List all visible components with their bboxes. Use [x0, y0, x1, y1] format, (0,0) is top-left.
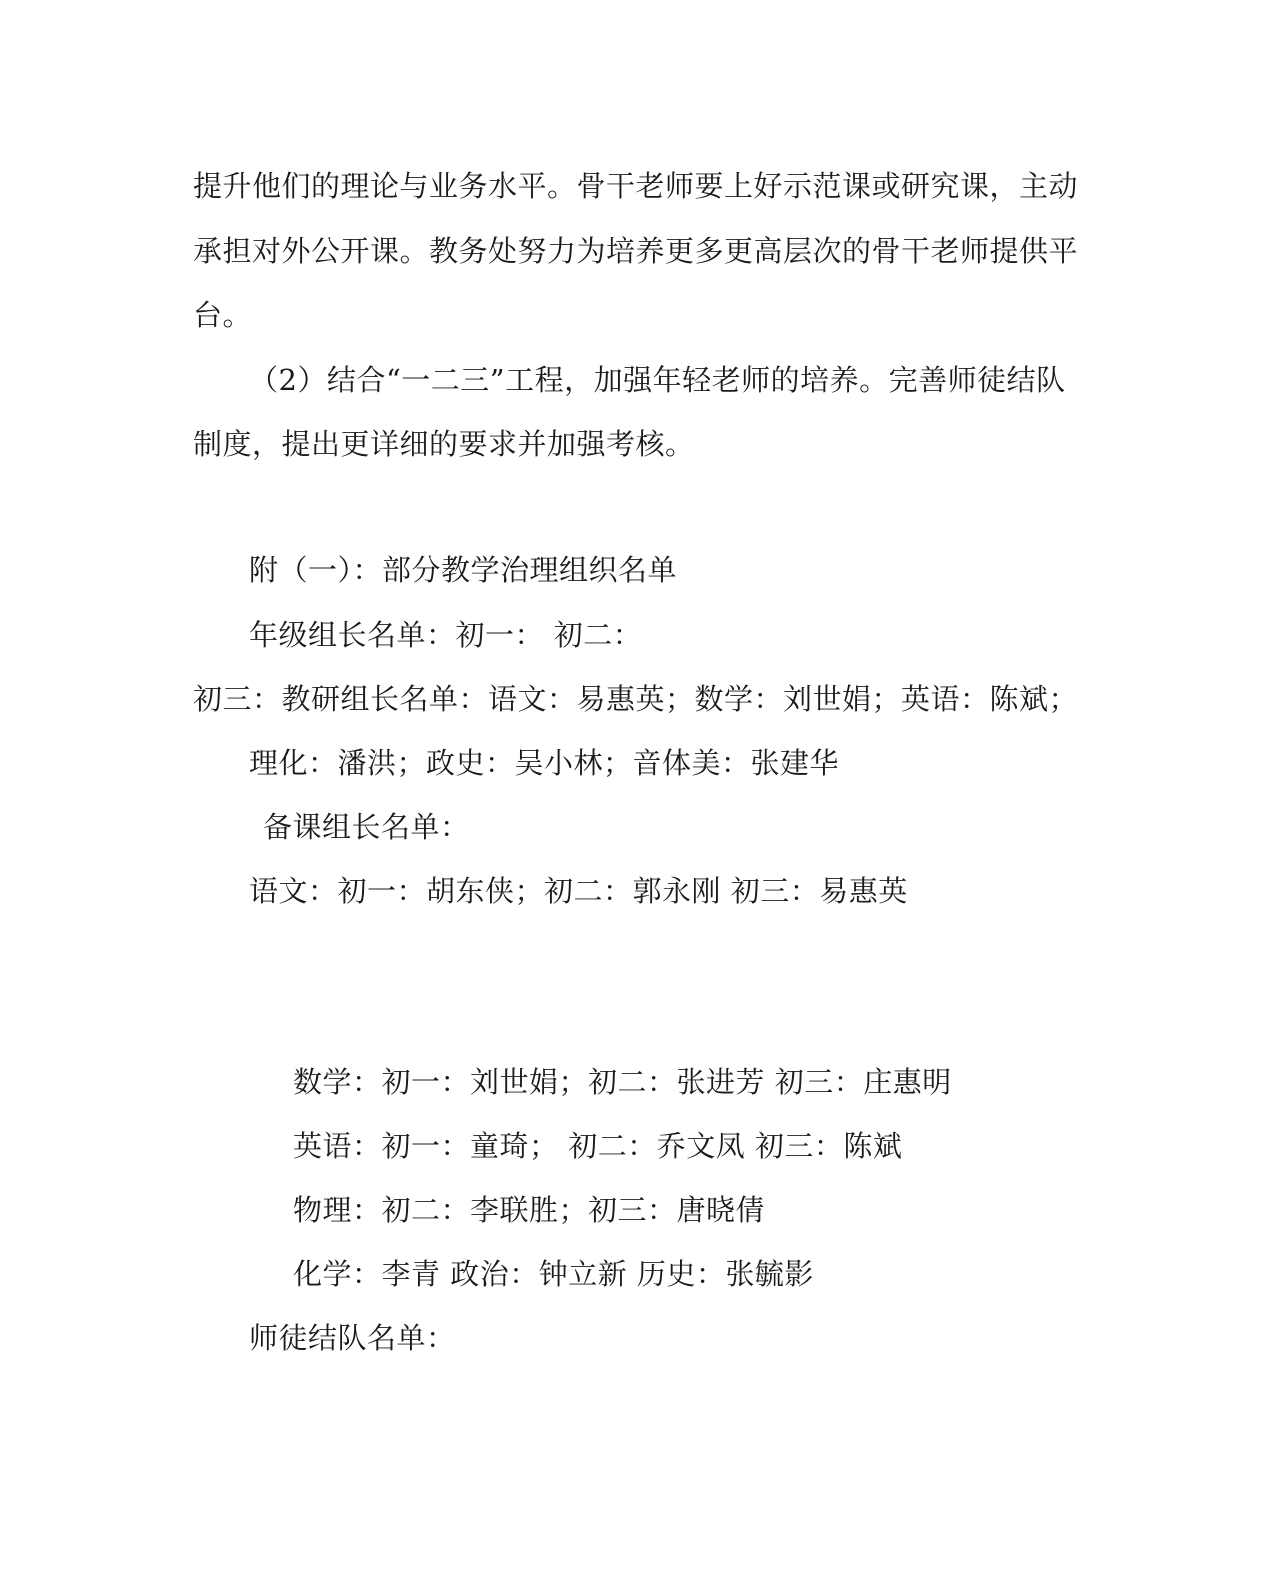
- prep-leaders-others: 化学：李青 政治：钟立新 历史：张毓影: [293, 1257, 814, 1291]
- prep-leaders-physics: 物理：初二：李联胜；初三：唐晓倩: [293, 1193, 766, 1227]
- paragraph-1-line-3: 台。: [193, 298, 253, 332]
- paragraph-2-line-2: 制度，提出更详细的要求并加强考核。: [193, 427, 695, 461]
- paragraph-2-line-1: （2）结合“一二三”工程，加强年轻老师的培养。完善师徒结队: [249, 363, 1066, 397]
- mentorship-heading: 师徒结队名单：: [249, 1321, 456, 1355]
- research-leaders-line-2: 理化：潘洪；政史：吴小林；音体美：张建华: [249, 746, 840, 780]
- appendix-title: 附（一）：部分教学治理组织名单: [249, 553, 678, 587]
- prep-leaders-math: 数学：初一：刘世娟；初二：张进芳 初三：庄惠明: [293, 1065, 952, 1099]
- prep-leaders-english: 英语：初一：童琦； 初二：乔文凤 初三：陈斌: [293, 1129, 903, 1163]
- prep-leaders-heading: 备课组长名单：: [263, 810, 470, 844]
- grade-leaders-line: 年级组长名单：初一： 初二：: [249, 618, 643, 652]
- paragraph-1-line-1: 提升他们的理论与业务水平。骨干老师要上好示范课或研究课，主动: [193, 169, 1079, 203]
- research-leaders-line-1: 初三：教研组长名单：语文：易惠英；数学：刘世娟；英语：陈斌；: [193, 682, 1079, 716]
- prep-leaders-chinese: 语文：初一：胡东侠；初二：郭永刚 初三：易惠英: [249, 874, 908, 908]
- paragraph-1-line-2: 承担对外公开课。教务处努力为培养更多更高层次的骨干老师提供平: [193, 234, 1079, 268]
